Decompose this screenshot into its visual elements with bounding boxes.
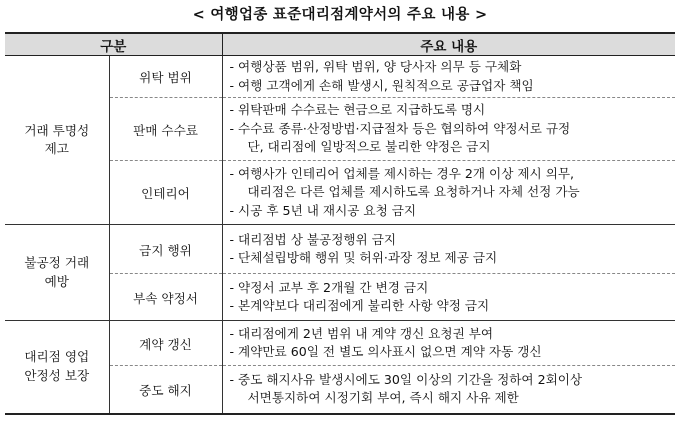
group-label-line: 안정성 보장 — [24, 367, 90, 383]
content-line: - 위탁판매 수수료는 현금으로 지급하도록 명시 — [229, 102, 486, 118]
group-label-line: 거래 투명성 — [24, 122, 90, 138]
sub-category: 부속 약정서 — [109, 274, 222, 321]
table-row — [5, 56, 675, 98]
content-line: - 본계약보다 대리점에게 불리한 사항 약정 금지 — [229, 298, 490, 313]
group-label-unfair-trade — [5, 225, 109, 321]
table-row — [5, 225, 675, 274]
content-line: 단, 대리점에 일방적으로 불리한 약정은 금지 — [247, 139, 491, 155]
table-header-row — [5, 33, 675, 56]
content-cell — [222, 274, 675, 321]
content-line: - 중도 해지사유 발생시에도 30일 이상의 기간을 정하여 2회이상 — [229, 371, 583, 387]
group-label-line: 예방 — [44, 273, 69, 289]
sub-category: 위탁 범위 — [109, 56, 222, 98]
content-cell — [222, 321, 675, 366]
document-title: < 여행업종 표준대리점계약서의 주요 내용 > — [192, 7, 488, 23]
content-line: 서면통지하여 시정기회 부여, 즉시 해지 사유 제한 — [247, 390, 519, 406]
content-line: - 약정서 교부 후 2개월 간 변경 금지 — [229, 279, 429, 295]
group-label-stability — [5, 321, 109, 414]
sub-category: 인테리어 — [109, 161, 222, 225]
contract-summary-table — [5, 32, 675, 415]
content-line: 대리점은 다른 업체를 제시하도록 요청하거나 자체 선정 가능 — [247, 184, 580, 200]
sub-category: 중도 해지 — [109, 366, 222, 414]
content-line: - 여행 고객에게 손해 발생시, 원칙적으로 공급업자 책임 — [229, 77, 534, 93]
content-line: - 대리점법 상 불공정행위 금지 — [229, 231, 397, 247]
table-row — [5, 321, 675, 366]
content-cell — [222, 56, 675, 98]
content-cell — [222, 366, 675, 414]
header-content: 주요 내용 — [222, 33, 675, 56]
header-category: 구분 — [5, 33, 222, 56]
content-line: - 단체설립방해 행위 및 허위·과장 정보 제공 금지 — [229, 250, 498, 265]
sub-category: 계약 갱신 — [109, 321, 222, 366]
content-line: - 여행상품 범위, 위탁 범위, 양 당사자 의무 등 구체화 — [229, 59, 522, 74]
content-line: - 대리점에게 2년 범위 내 계약 갱신 요청권 부여 — [229, 325, 494, 341]
content-line: - 시공 후 5년 내 재시공 요청 금지 — [229, 202, 417, 218]
content-cell — [222, 98, 675, 161]
content-cell — [222, 161, 675, 225]
content-line: - 여행사가 인테리어 업체를 제시하는 경우 2개 이상 제시 의무, — [229, 165, 575, 181]
content-line: - 계약만료 60일 전 별도 의사표시 없으면 계약 자동 갱신 — [229, 344, 542, 359]
group-label-transparency — [5, 56, 109, 225]
content-cell — [222, 225, 675, 274]
group-label-line: 대리점 영업 — [24, 349, 90, 365]
group-label-line: 불공정 거래 — [24, 255, 90, 270]
content-line: - 수수료 종류·산정방법·지급절차 등은 협의하여 약정서로 규정 — [229, 120, 571, 136]
group-label-line: 제고 — [44, 141, 69, 156]
sub-category: 판매 수수료 — [109, 98, 222, 161]
sub-category: 금지 행위 — [109, 225, 222, 274]
